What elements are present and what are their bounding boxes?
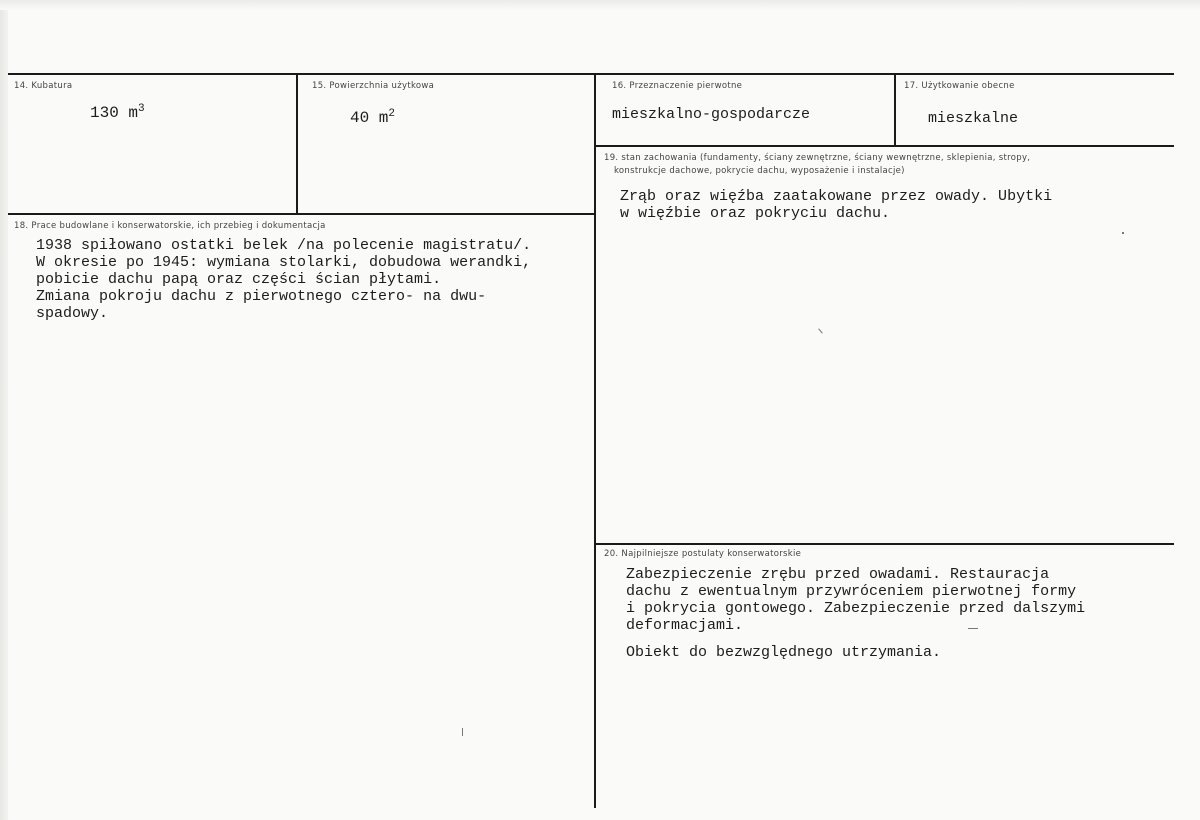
field-18-line: Zmiana pokroju dachu z pierwotnego cztero- na dwu- xyxy=(36,288,487,305)
field-20-line: dachu z ewentualnym przywróceniem pierwotnej formy xyxy=(626,583,1077,600)
paper-speck xyxy=(968,628,978,629)
field-20-text xyxy=(626,566,1085,661)
field-18-line: W okresie po 1945: wymiana stolarki, dobudowa werandki, xyxy=(36,254,532,271)
field-17-value: mieszkalne xyxy=(928,110,1019,127)
field-19-text xyxy=(620,188,1052,222)
divider-16-17 xyxy=(894,73,896,145)
field-15-value xyxy=(350,110,395,127)
rule-under-16-17 xyxy=(594,145,1174,147)
field-20-label: 20. Najpilniejsze postulaty konserwatorskie xyxy=(604,549,802,559)
field-18-line: 1938 spiłowano ostatki belek /na polecenie magistratu/. xyxy=(36,237,532,254)
top-rule xyxy=(8,73,1174,75)
field-16-label: 16. Przeznaczenie pierwotne xyxy=(612,81,743,91)
paper-speck xyxy=(462,728,463,736)
field-18-text xyxy=(36,237,531,322)
field-18-line: spadowy. xyxy=(36,305,109,322)
field-19-label-line: 19. stan zachowania (fundamenty, ściany zewnętrzne, ściany wewnętrzne, sklepienia, stropy, xyxy=(604,153,1031,163)
paper-speck xyxy=(1122,232,1124,234)
rule-under-14-15 xyxy=(8,213,596,215)
field-19-line: Zrąb oraz więźba zaatakowane przez owady. Ubytki xyxy=(620,188,1053,205)
rule-above-20 xyxy=(594,543,1174,545)
center-divider xyxy=(594,73,596,808)
field-20-line: i pokrycia gontowego. Zabezpieczenie przed dalszymi xyxy=(626,600,1086,617)
field-15-label: 15. Powierzchnia użytkowa xyxy=(312,81,435,91)
field-14-exponent: 3 xyxy=(138,103,145,115)
field-20-line: Zabezpieczenie zrębu przed owadami. Restauracja xyxy=(626,566,1050,583)
card-edge-shadow xyxy=(0,0,8,820)
field-20-closing: Obiekt do bezwzględnego utrzymania. xyxy=(626,644,942,661)
card-top-shadow xyxy=(0,0,1200,10)
field-19-line: w więźbie oraz pokryciu dachu. xyxy=(620,205,891,222)
field-20-line: deformacjami. xyxy=(626,617,744,634)
field-15-number: 40 m xyxy=(350,109,389,127)
field-14-number: 130 m xyxy=(90,104,139,122)
field-16-value: mieszkalno-gospodarcze xyxy=(612,106,811,123)
field-19-label-line: konstrukcje dachowe, pokrycie dachu, wyposażenie i instalacje) xyxy=(614,166,905,176)
paper-speck xyxy=(818,328,823,333)
field-18-line: pobicie dachu papą oraz części ścian płytami. xyxy=(36,271,442,288)
field-14-value xyxy=(90,105,145,122)
field-19-label xyxy=(604,152,1030,178)
field-18-label: 18. Prace budowlane i konserwatorskie, ich przebieg i dokumentacja xyxy=(14,221,326,231)
divider-14-15 xyxy=(296,73,298,213)
field-15-exponent: 2 xyxy=(388,108,396,120)
field-17-label: 17. Użytkowanie obecne xyxy=(904,81,1015,91)
field-14-label: 14. Kubatura xyxy=(14,81,73,91)
